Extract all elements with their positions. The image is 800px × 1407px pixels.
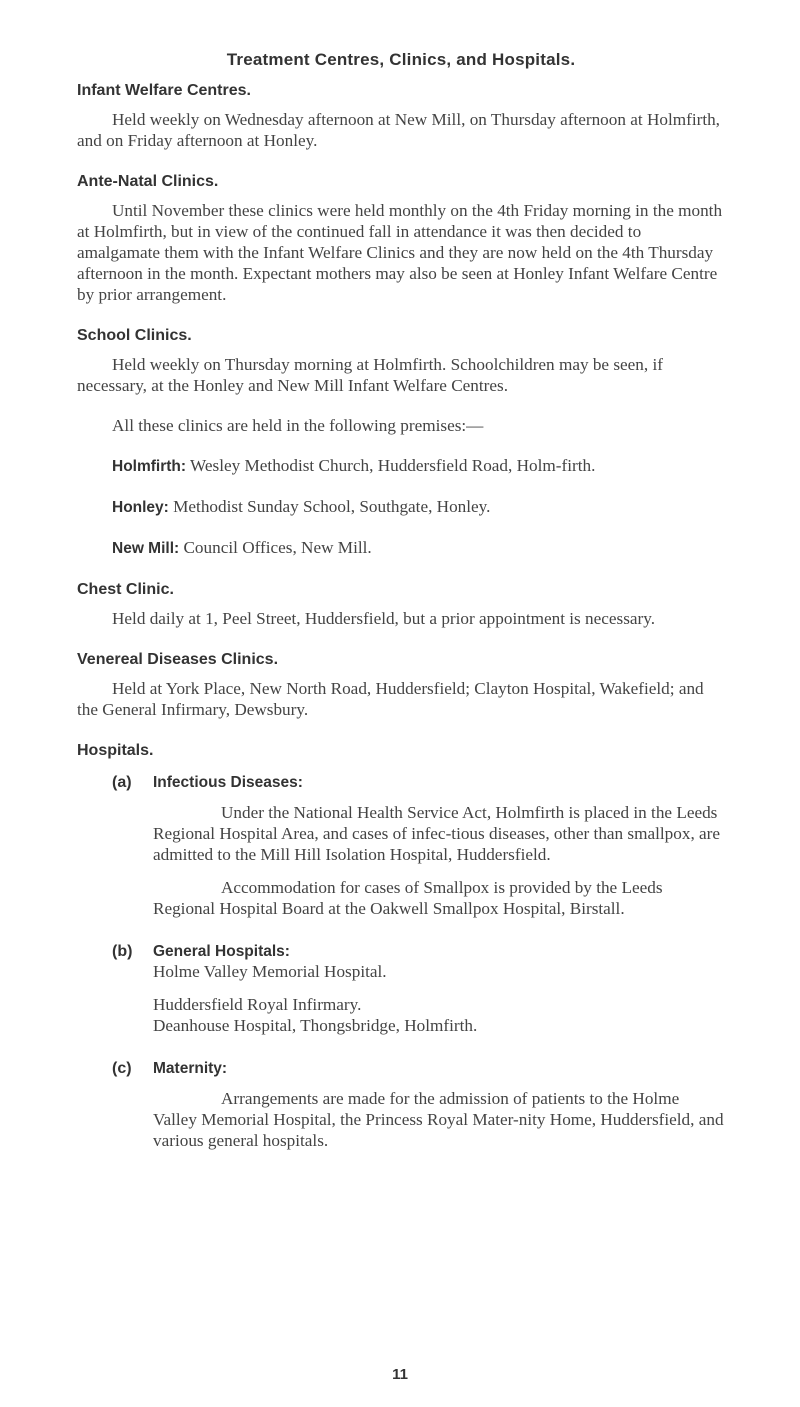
section-hospitals [77, 742, 725, 1151]
general-hospital-item: Huddersfield Royal Infirmary. [153, 995, 362, 1014]
general-hospital-item: Deanhouse Hospital, Thongsbridge, Holmfirth. [153, 1016, 478, 1035]
ante-natal-heading: Ante-Natal Clinics. [77, 173, 219, 190]
hospitals-maternity [112, 1060, 725, 1151]
hospitals-heading: Hospitals. [77, 742, 154, 759]
section-vd-clinics [77, 651, 725, 720]
hospitals-general [112, 943, 725, 1036]
maternity-heading: Maternity: [153, 1060, 228, 1077]
vd-clinics-heading: Venereal Diseases Clinics. [77, 651, 279, 668]
premises-address: Methodist Sunday School, Southgate, Honley. [173, 497, 491, 516]
page-number: 11 [392, 1366, 408, 1383]
premises-item [112, 537, 725, 559]
sub-marker: (a) [112, 774, 132, 791]
sub-marker: (b) [112, 943, 133, 960]
school-clinics-text: Held weekly on Thursday morning at Holmfirth. Schoolchildren may be seen, if necessary, at the Honley and New Mill Infant Welfare Centres. [77, 355, 663, 395]
premises-address: Council Offices, New Mill. [183, 538, 372, 557]
vd-clinics-text: Held at York Place, New North Road, Huddersfield; Clayton Hospital, Wakefield; and the General Infirmary, Dewsbury. [77, 679, 704, 719]
chest-clinic-text: Held daily at 1, Peel Street, Huddersfield, but a prior appointment is necessary. [112, 609, 656, 628]
general-heading: General Hospitals: [153, 943, 290, 960]
premises-place: Holmfirth: [112, 458, 187, 475]
premises-intro: All these clinics are held in the following premises:— [112, 416, 484, 435]
premises-item [112, 496, 725, 518]
hospitals-infectious [112, 774, 725, 919]
infant-welfare-text: Held weekly on Wednesday afternoon at New Mill, on Thursday afternoon at Holmfirth, and on Friday afternoon at Honley. [77, 110, 720, 150]
infectious-text-2: Accommodation for cases of Smallpox is provided by the Leeds Regional Hospital Board at the Oakwell Smallpox Hospital, Birstall. [153, 878, 663, 918]
ante-natal-text: Until November these clinics were held monthly on the 4th Friday morning in the month at Holmfirth, but in view of the continued fall in attendance it was then decided to amalgamate them with the Infant Welfare Clinics and they are now held on the 4th Thursday afternoon in the month. Expectant mothers may also be seen at Honley Infant Welfare Centre by prior arrangement. [77, 201, 723, 304]
infectious-heading: Infectious Diseases: [153, 774, 303, 791]
premises-item [112, 455, 725, 477]
section-ante-natal [77, 173, 725, 305]
chest-clinic-heading: Chest Clinic. [77, 581, 174, 598]
section-school-clinics [77, 327, 725, 559]
premises-place: New Mill: [112, 540, 180, 557]
section-infant-welfare [77, 82, 725, 151]
sub-marker: (c) [112, 1060, 132, 1077]
premises-place: Honley: [112, 499, 169, 516]
maternity-text: Arrangements are made for the admission of patients to the Holme Valley Memorial Hospital, the Princess Royal Mater-nity Home, Huddersfield, and various general hospitals. [153, 1089, 724, 1150]
infectious-text-1: Under the National Health Service Act, Holmfirth is placed in the Leeds Regional Hospital Area, and cases of infec-tious diseases, other than smallpox, are admitted to the Mill Hill Isolation Hospital, Huddersfield. [153, 803, 721, 864]
page-title: Treatment Centres, Clinics, and Hospitals. [226, 50, 576, 69]
school-clinics-heading: School Clinics. [77, 327, 192, 344]
section-chest-clinic [77, 581, 725, 629]
premises-address: Wesley Methodist Church, Huddersfield Road, Holm-firth. [190, 456, 596, 475]
document-page [77, 50, 725, 1151]
infant-welfare-heading: Infant Welfare Centres. [77, 82, 251, 99]
general-hospital-item: Holme Valley Memorial Hospital. [153, 962, 387, 981]
